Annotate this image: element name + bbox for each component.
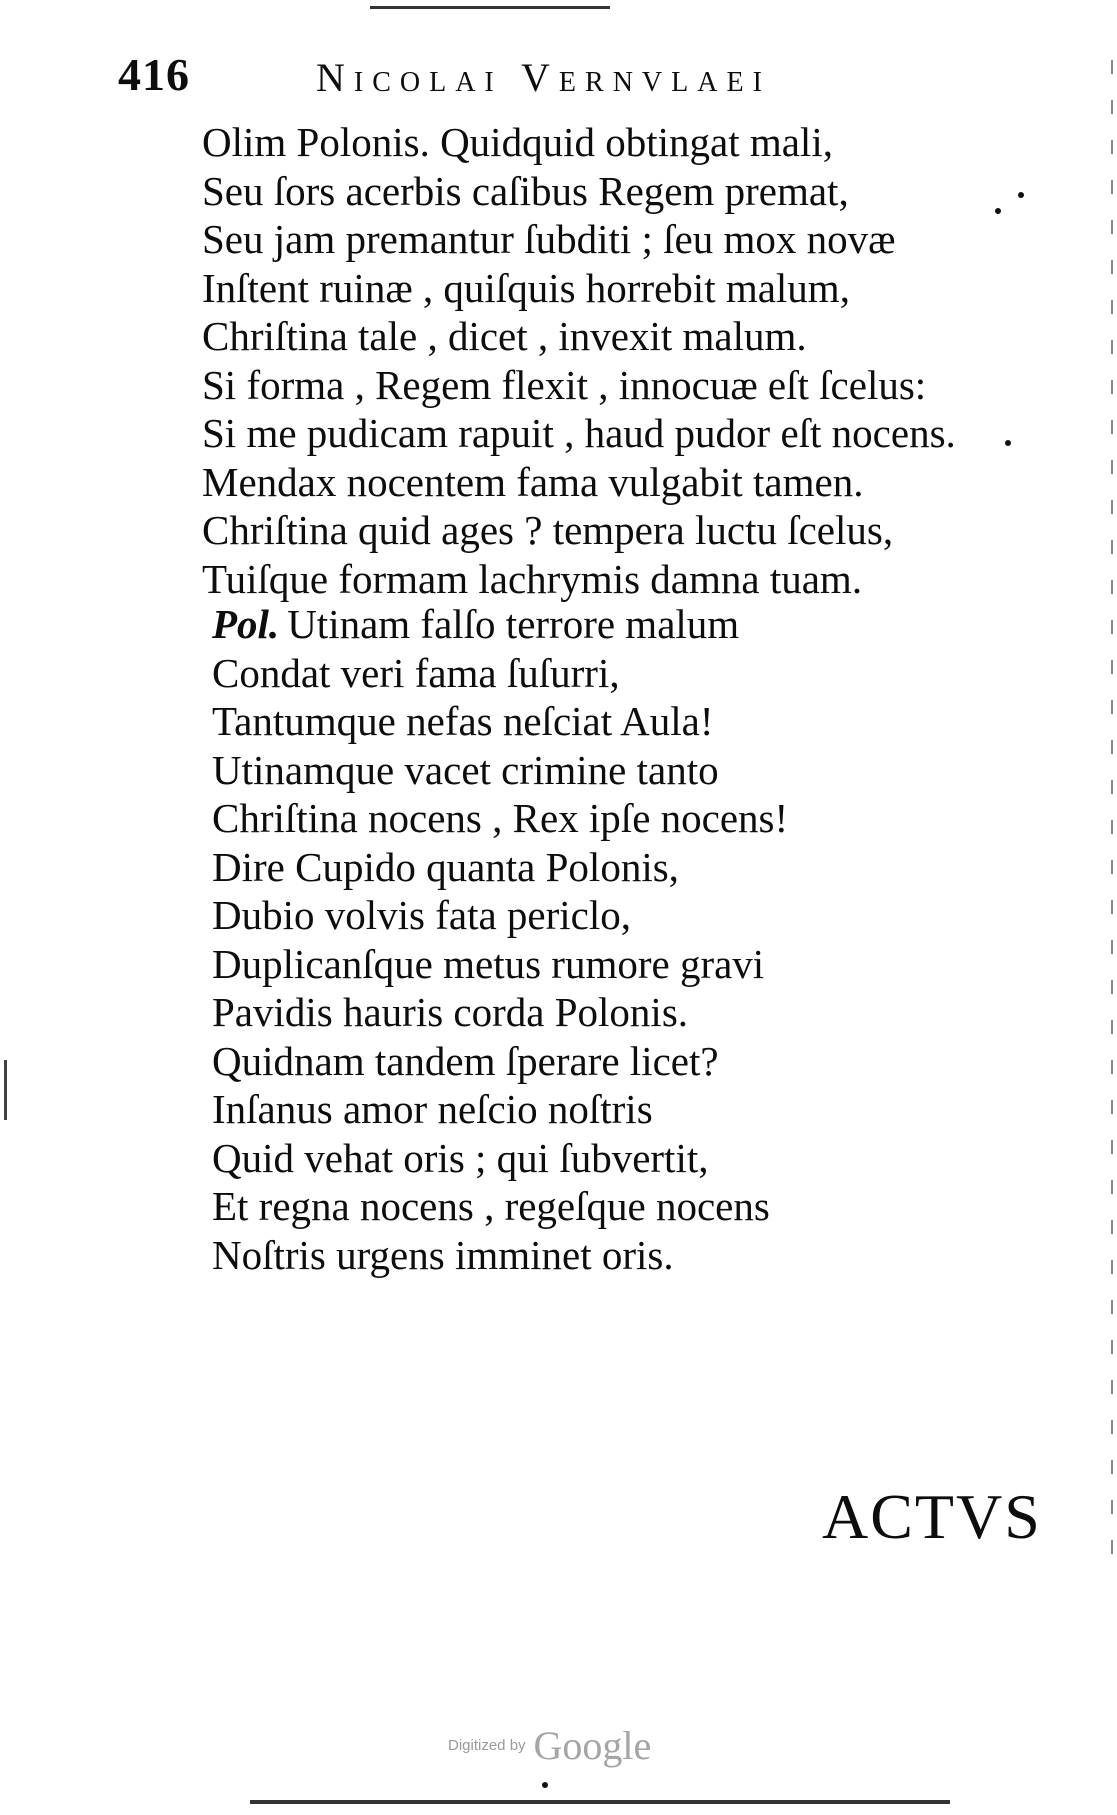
watermark-prefix: Digitized by: [448, 1737, 526, 1754]
bottom-printed-rule: [250, 1800, 950, 1804]
verse-line: Chriſtina tale , dicet , invexit malum.: [202, 313, 807, 359]
verse-line: Dubio volvis fata periclo,: [212, 892, 632, 938]
verse-line: Quid vehat oris ; qui ſubvertit,: [212, 1134, 709, 1181]
verse-line: Chriſtina quid ages ? tempera luctu ſcelus,: [202, 507, 894, 553]
verse-block-second: [212, 600, 788, 1279]
verse-line: Noſtris urgens imminet oris.: [212, 1231, 674, 1278]
verse-line: Olim Polonis. Quidquid obtingat mali,: [202, 119, 833, 165]
ink-speck: [1018, 192, 1024, 198]
verse-line: Tantumque nefas neſciat Aula!: [212, 698, 714, 744]
verse-line: Inſanus amor neſcio noſtris: [212, 1086, 653, 1132]
ink-speck: [542, 1782, 548, 1788]
scan-page-edge: [1111, 60, 1113, 1560]
page-header: [118, 48, 918, 108]
verse-line: Chriſtina nocens , Rex ipſe nocens!: [212, 795, 789, 841]
ink-speck: [995, 208, 1001, 214]
watermark-brand: Google: [533, 1723, 652, 1768]
verse-line: Tuiſque formam lachrymis damna tuam.: [202, 555, 863, 602]
verse-line: Utinamque vacet crimine tanto: [212, 746, 719, 793]
verse-line: Si forma , Regem flexit , innocuæ eſt ſcelus:: [202, 361, 927, 408]
speaker-label: Pol.: [212, 601, 280, 647]
verse-line: Quidnam tandem ſperare licet?: [212, 1037, 719, 1084]
verse-line: Si me pudicam rapuit , haud pudor eſt nocens.: [202, 410, 956, 456]
page-number: 416: [118, 49, 190, 100]
top-printed-rule: [370, 0, 610, 9]
verse-line: Et regna nocens , regeſque nocens: [212, 1183, 770, 1229]
verse-block-first: [202, 118, 956, 603]
left-margin-mark: [4, 1060, 7, 1120]
ink-speck: [1005, 440, 1011, 446]
verse-line: [212, 600, 788, 649]
verse-line-text: Utinam falſo terrore malum: [287, 601, 740, 647]
digitization-watermark: [448, 1722, 651, 1772]
verse-line: Mendax nocentem fama vulgabit tamen.: [202, 458, 864, 505]
verse-line: Seu ſors acerbis caſibus Regem premat,: [202, 167, 849, 214]
verse-line: Duplicanſque metus rumore gravi: [212, 940, 765, 987]
verse-line: Inſtent ruinæ , quiſquis horrebit malum,: [202, 264, 850, 311]
verse-line: Condat veri fama ſuſurri,: [212, 649, 620, 696]
verse-line: Seu jam premantur ſubditi ; ſeu mox novæ: [202, 216, 896, 262]
running-head: Nicolai Vernvlaei: [316, 55, 771, 100]
verse-line: Pavidis hauris corda Polonis.: [212, 989, 689, 1035]
verse-line: Dire Cupido quanta Polonis,: [212, 843, 679, 890]
catchword: ACTVS: [822, 1481, 1042, 1552]
